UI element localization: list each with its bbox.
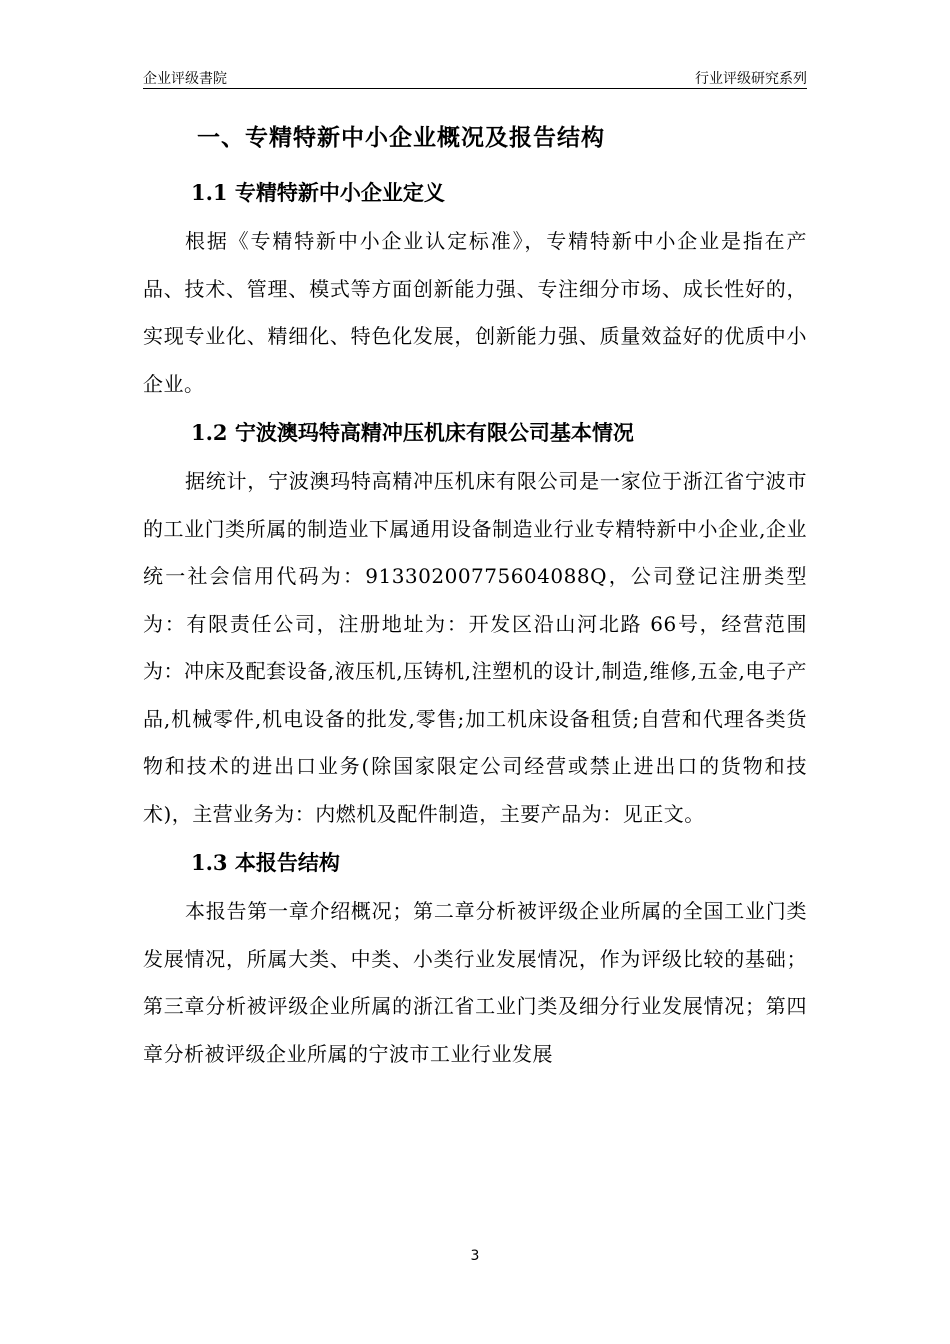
header-publisher: 企业评级書院	[143, 71, 227, 87]
section-paragraph-1-1: 根据《专精特新中小企业认定标准》，专精特新中小企业是指在产品、技术、管理、模式等方面创新能力强、专注细分市场、成长性好的，实现专业化、精细化、特色化发展，创新能力强、质量效益好的优质中小企业。	[143, 229, 807, 396]
section-heading-1-3: 1.3 本报告结构	[191, 850, 340, 875]
document-body	[143, 112, 807, 1078]
page-header	[143, 64, 807, 89]
header-series: 行业评级研究系列	[695, 71, 807, 87]
section-paragraph-1-3: 本报告第一章介绍概况；第二章分析被评级企业所属的全国工业门类发展情况，所属大类、中类、小类行业发展情况，作为评级比较的基础；第三章分析被评级企业所属的浙江省工业门类及细分行业发展情况；第四章分析被评级企业所属的宁波市工业行业发展	[143, 899, 807, 1066]
section-heading-1-2: 1.2 宁波澳玛特高精冲压机床有限公司基本情况	[191, 420, 634, 445]
chapter-title: 一、专精特新中小企业概况及报告结构	[197, 124, 605, 151]
section-paragraph-1-2: 据统计，宁波澳玛特高精冲压机床有限公司是一家位于浙江省宁波市的工业门类所属的制造业下属通用设备制造业行业专精特新中小企业,企业统一社会信用代码为：91330200775604088Q，公司登记注册类型为：有限责任公司，注册地址为：开发区沿山河北路 66号，经营范围为：冲床及配套设备,液压机,压铸机,注塑机的设计,制造,维修,五金,电子产品,机械零件,机电设备的批发,零售;加工机床设备租赁;自营和代理各类货物和技术的进出口业务(除国家限定公司经营或禁止进出口的货物和技术)，主营业务为：内燃机及配件制造，主要产品为：见正文。	[143, 469, 807, 826]
section-heading-1-1: 1.1 专精特新中小企业定义	[191, 180, 445, 205]
page-number: 3	[470, 1248, 480, 1264]
